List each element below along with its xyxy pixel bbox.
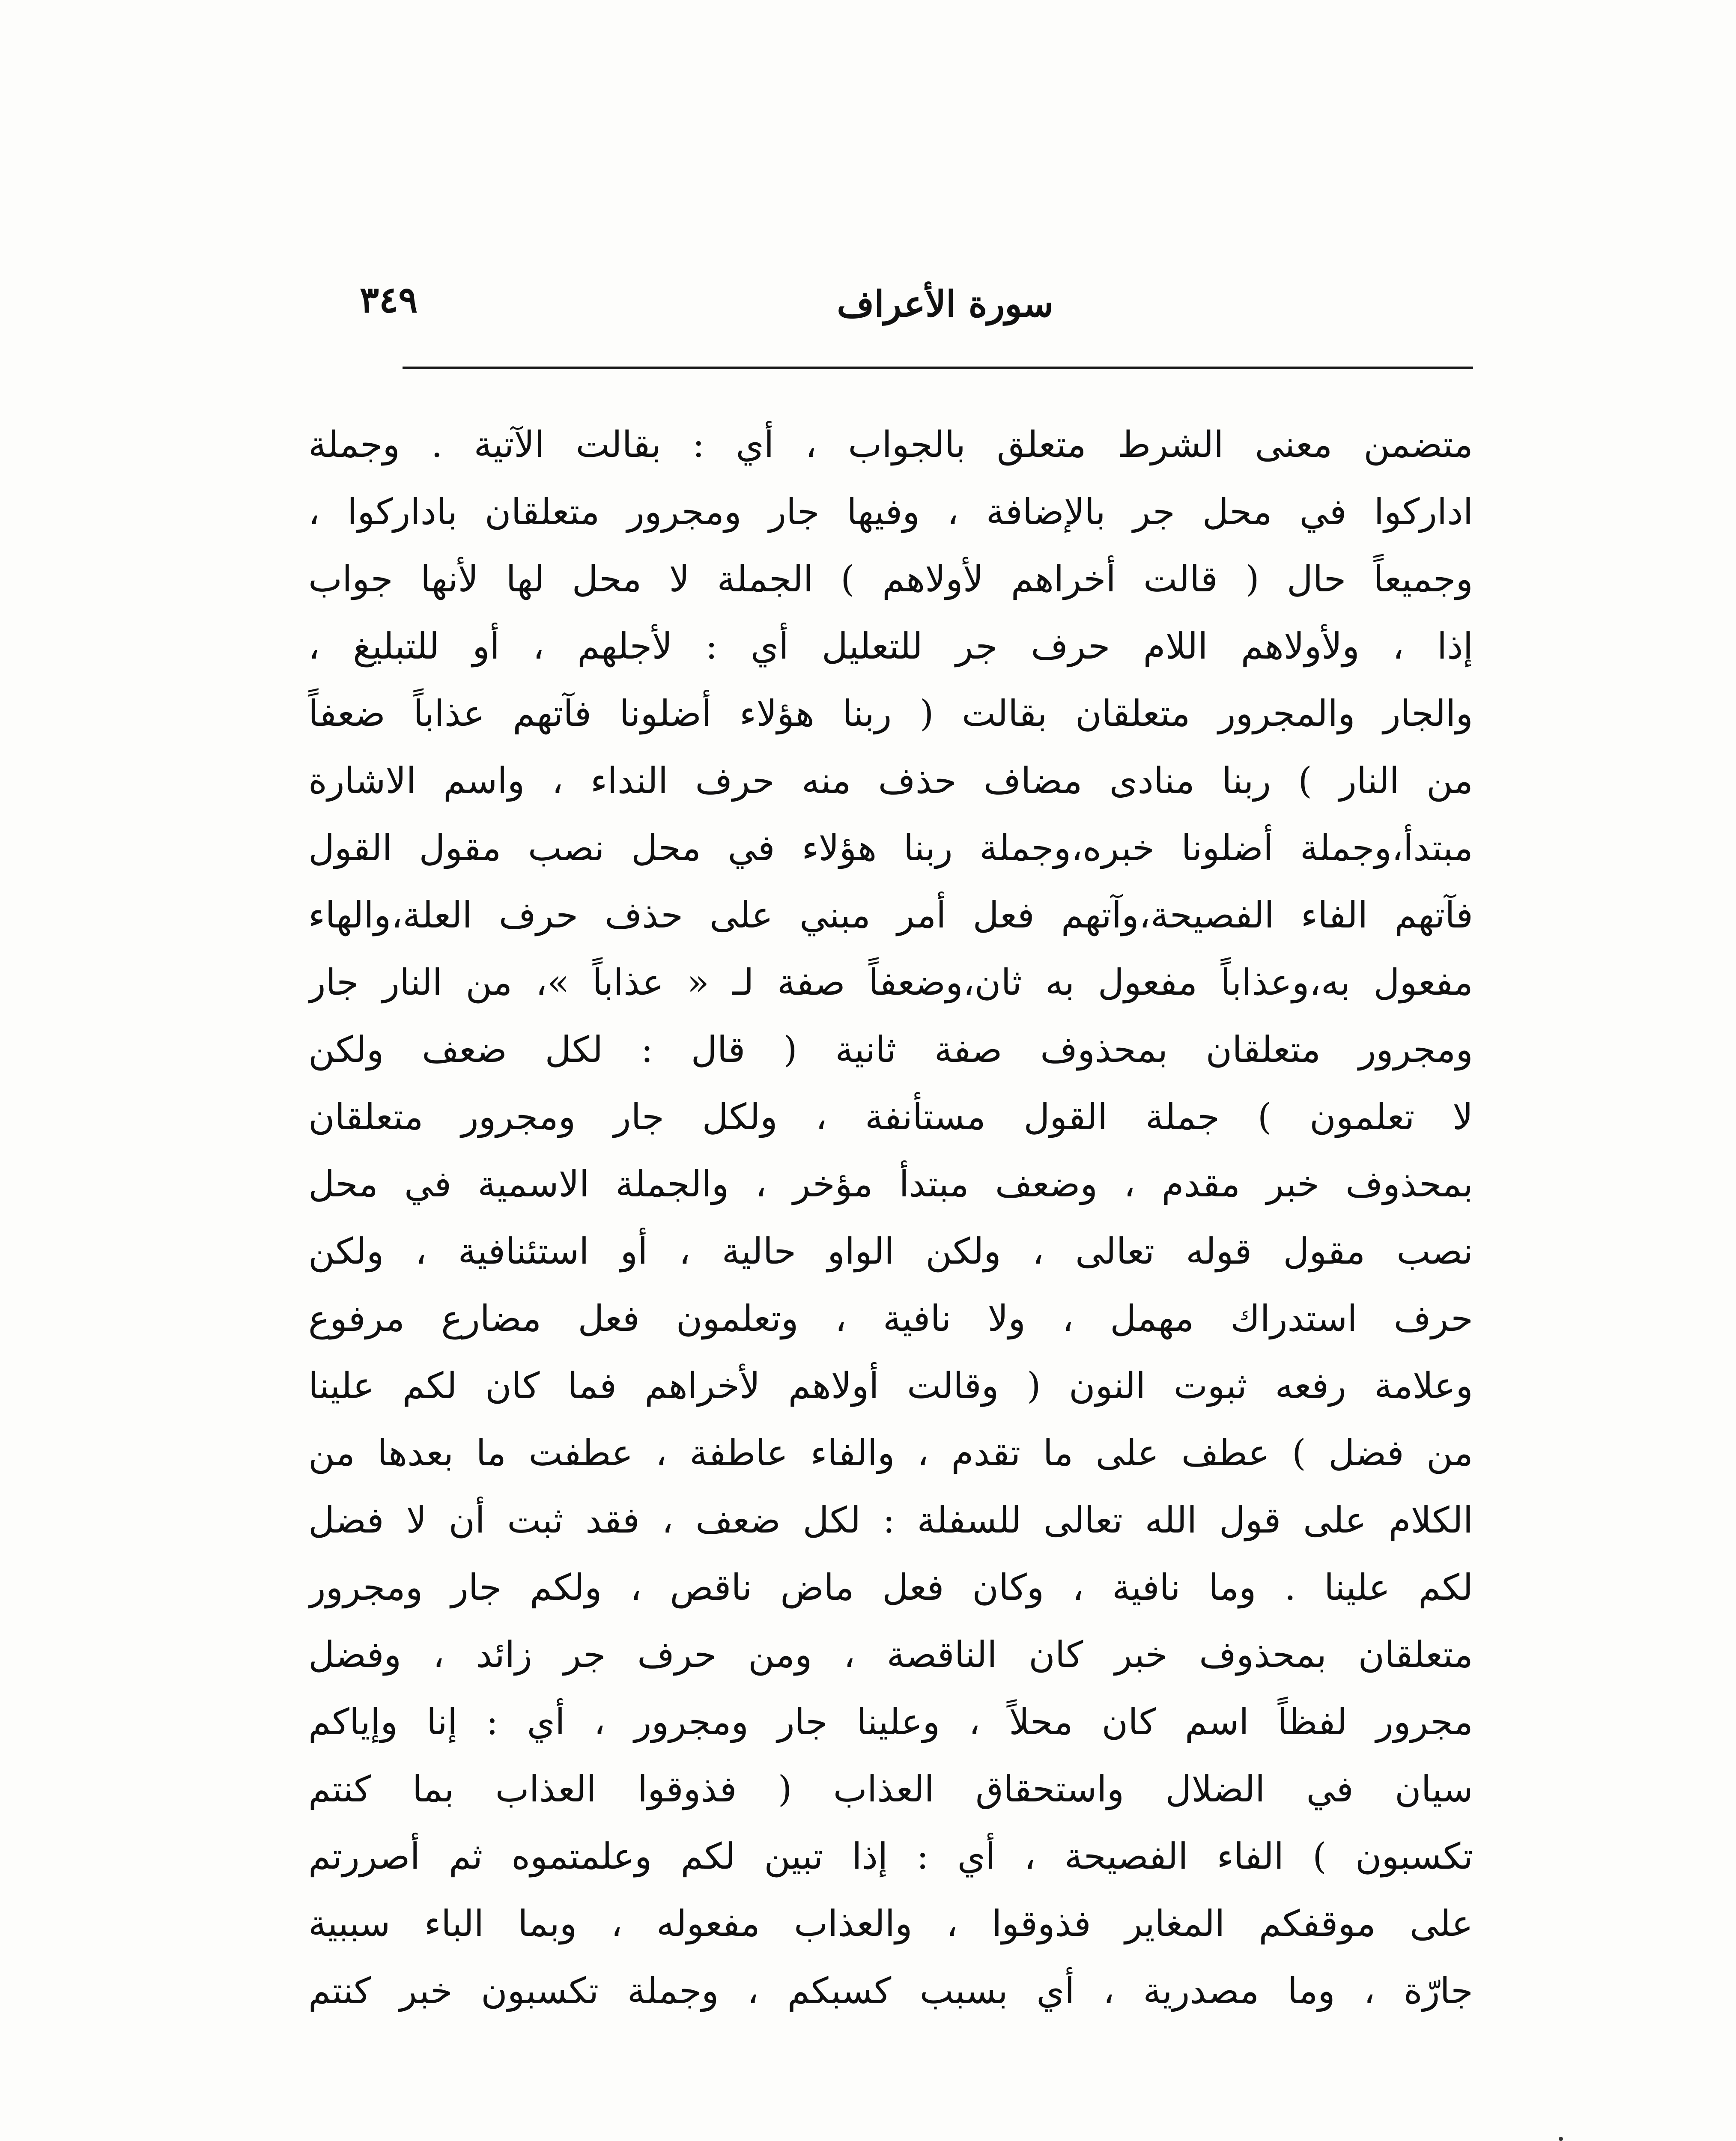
text-line: من فضل ) عطف على ما تقدم ، والفاء عاطفة ، عطفت ما بعدها من (308, 1432, 1473, 1474)
text-line: حرف استدراك مهمل ، ولا نافية ، وتعلمون فعل مضارع مرفوع (308, 1297, 1473, 1339)
text-line: وعلامة رفعه ثبوت النون ( وقالت أولاهم لأخراهم فما كان لكم علينا (308, 1365, 1473, 1407)
text-line: مجرور لفظاً اسم كان محلاً ، وعلينا جار ومجرور ، أي : إنا وإياكم (308, 1701, 1473, 1743)
text-line: ومجرور متعلقان بمحذوف صفة ثانية ( قال : لكل ضعف ولكن (308, 1029, 1473, 1070)
text-line: وجميعاً حال ( قالت أخراهم لأولاهم ) الجملة لا محل لها لأنها جواب (308, 558, 1473, 600)
text-line: لكم علينا . وما نافية ، وكان فعل ماض ناقص ، ولكم جار ومجرور (308, 1566, 1473, 1608)
text-line: تكسبون ) الفاء الفصيحة ، أي : إذا تبين لكم وعلمتموه ثم أصررتم (308, 1835, 1473, 1877)
page-number: ٣٤٩ (360, 278, 418, 321)
text-line: اداركوا في محل جر بالإضافة ، وفيها جار ومجرور متعلقان باداركوا ، (308, 491, 1473, 533)
page-header (334, 274, 1473, 338)
text-line: فآتهم الفاء الفصيحة،وآتهم فعل أمر مبني على حذف حرف العلة،والهاء (308, 894, 1473, 936)
text-line: جارّة ، وما مصدرية ، أي بسبب كسبكم ، وجملة تكسبون خبر كنتم (308, 1970, 1473, 2012)
text-line: متضمن معنى الشرط متعلق بالجواب ، أي : بقالت الآتية . وجملة (308, 423, 1473, 465)
text-line: لا تعلمون ) جملة القول مستأنفة ، ولكل جار ومجرور متعلقان (308, 1096, 1473, 1138)
text-line: مفعول به،وعذاباً مفعول به ثان،وضعفاً صفة لـ « عذاباً »، من النار جار (308, 961, 1473, 1003)
text-line: سيان في الضلال واستحقاق العذاب ( فذوقوا العذاب بما كنتم (308, 1768, 1473, 1810)
running-title: سورة الأعراف (837, 283, 1053, 325)
text-line: بمحذوف خبر مقدم ، وضعف مبتدأ مؤخر ، والجملة الاسمية في محل (308, 1163, 1473, 1205)
text-line: من النار ) ربنا منادى مضاف حذف منه حرف النداء ، واسم الاشارة (308, 760, 1473, 802)
body-text (308, 411, 1473, 2025)
text-line: مبتدأ،وجملة أضلونا خبره،وجملة ربنا هؤلاء في محل نصب مقول القول (308, 827, 1473, 869)
scan-speck (1559, 2137, 1563, 2141)
text-line: الكلام على قول الله تعالى للسفلة : لكل ضعف ، فقد ثبت أن لا فضل (308, 1499, 1473, 1541)
text-line: والجار والمجرور متعلقان بقالت ( ربنا هؤلاء أضلونا فآتهم عذاباً ضعفاً (308, 692, 1473, 734)
text-line: متعلقان بمحذوف خبر كان الناقصة ، ومن حرف جر زائد ، وفضل (308, 1634, 1473, 1676)
header-rule (334, 367, 1473, 369)
text-line: على موقفكم المغاير فذوقوا ، والعذاب مفعوله ، وبما الباء سببية (308, 1902, 1473, 1944)
header-rule-gap (334, 367, 403, 369)
text-line: إذا ، ولأولاهم اللام حرف جر للتعليل أي : لأجلهم ، أو للتبليغ ، (308, 625, 1473, 667)
text-line: نصب مقول قوله تعالى ، ولكن الواو حالية ، أو استئنافية ، ولكن (308, 1230, 1473, 1272)
